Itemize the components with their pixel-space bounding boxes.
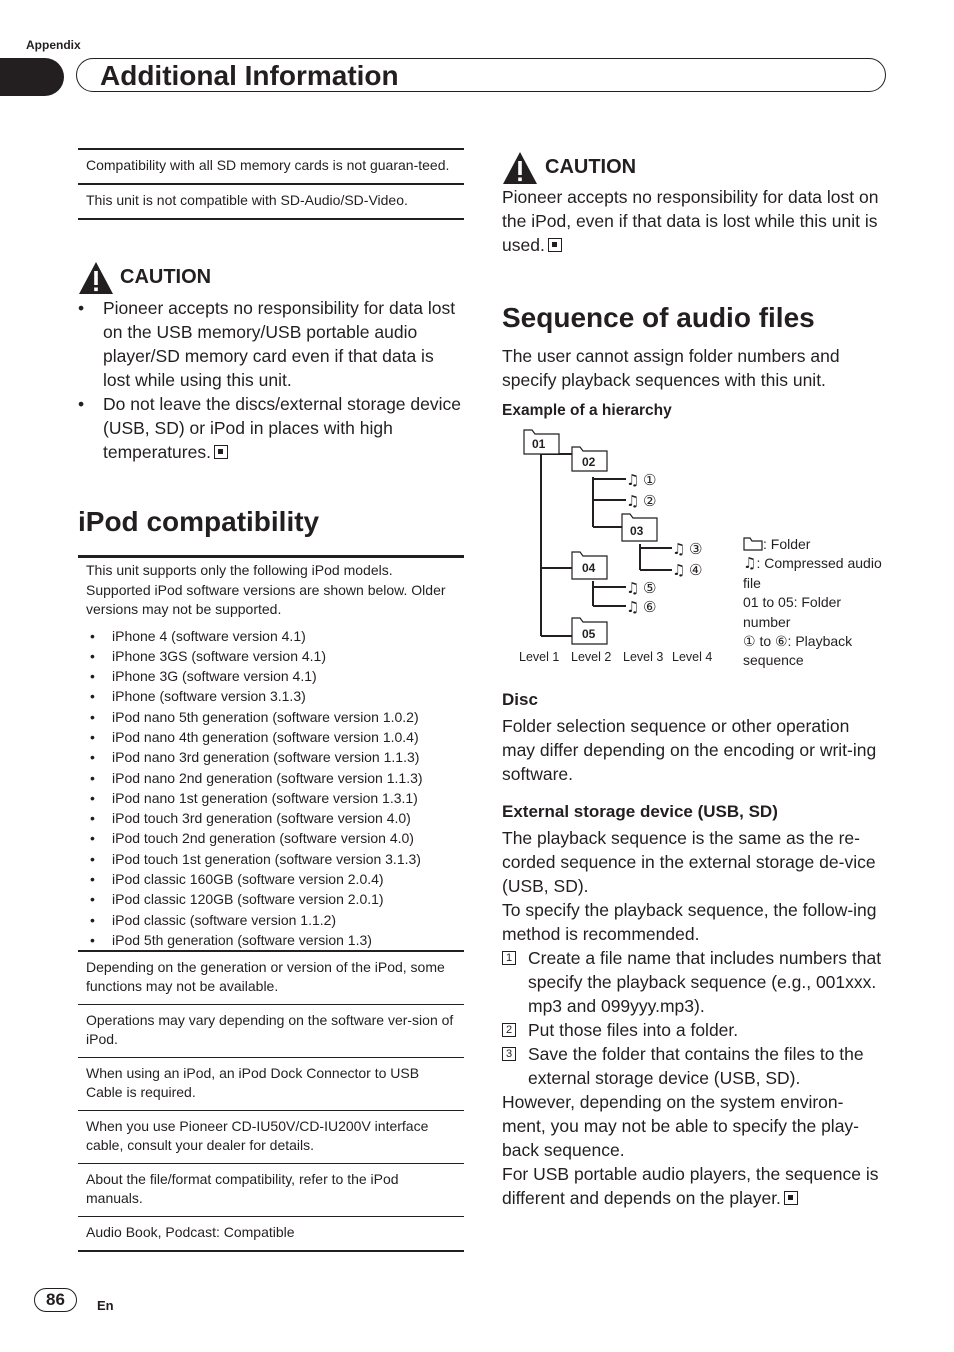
- note-row: Audio Book, Podcast: Compatible: [78, 1216, 464, 1252]
- step-number: 1: [502, 951, 516, 965]
- svg-text:①: ①: [643, 471, 657, 489]
- ipod-model-item: • iPod nano 3rd generation (software version 1.1.3): [86, 747, 456, 767]
- language-label: En: [97, 1298, 114, 1313]
- svg-text:05: 05: [582, 627, 596, 641]
- svg-text:01: 01: [532, 437, 546, 451]
- ipod-model-item: • iPhone 4 (software version 4.1): [86, 626, 456, 646]
- legend-compressed: ♫: Compressed audio file: [743, 554, 882, 591]
- svg-text:04: 04: [582, 561, 596, 575]
- ipod-model-list: [78, 626, 464, 959]
- folder-icon: [743, 536, 763, 551]
- warning-icon: [78, 261, 114, 295]
- caution-heading: CAUTION: [120, 266, 212, 288]
- ipod-model-item: • iPod classic (software version 1.1.2): [86, 910, 456, 930]
- diagram-legend: [743, 535, 883, 671]
- note-row: Operations may vary depending on the software ver-sion of iPod.: [78, 1004, 464, 1057]
- step-item: [502, 1042, 886, 1090]
- ipod-model-item: • iPod nano 1st generation (software version 1.3.1): [86, 788, 456, 808]
- caution-item: • Do not leave the discs/external storage device (USB, SD) or iPod in places with high temperatures.: [78, 392, 464, 464]
- sd-notes-table: [78, 148, 464, 220]
- level-label: Level 2: [571, 650, 612, 664]
- note-row: When using an iPod, an iPod Dock Connector to USB Cable is required.: [78, 1057, 464, 1110]
- ipod-model-item: • iPod touch 3rd generation (software version 4.0): [86, 808, 456, 828]
- legend-numbers: 01 to 05: Folder number: [743, 594, 842, 630]
- svg-text:④: ④: [689, 561, 703, 579]
- ipod-model-item: • iPod touch 2nd generation (software version 4.0): [86, 828, 456, 848]
- note-row: When you use Pioneer CD-IU50V/CD-IU200V interface cable, consult your dealer for details.: [78, 1110, 464, 1163]
- caution-item: • Pioneer accepts no responsibility for data lost on the USB memory/USB portable audio player/SD memory card even if that data is lost while using this unit.: [78, 296, 464, 392]
- legend-playback: ① to ⑥: Playback sequence: [743, 633, 853, 669]
- step-text: Save the folder that contains the files to the external storage device (USB, SD).: [528, 1044, 864, 1088]
- ipod-model-item: • iPhone (software version 3.1.3): [86, 686, 456, 706]
- ipod-model-item: • iPod touch 1st generation (software version 3.1.3): [86, 849, 456, 869]
- folder-02: [572, 447, 607, 471]
- stop-icon: [784, 1191, 798, 1205]
- caution-list: [78, 296, 464, 464]
- warning-icon: [502, 151, 538, 185]
- folder-05: [572, 618, 607, 644]
- svg-text:♫: ♫: [672, 561, 686, 579]
- ipod-model-item: • iPod nano 2nd generation (software version 1.1.3): [86, 768, 456, 788]
- level-label: Level 4: [672, 650, 713, 664]
- svg-text:03: 03: [630, 524, 644, 538]
- page-title: Additional Information: [100, 60, 399, 91]
- step-text: Put those files into a folder.: [528, 1020, 739, 1040]
- music-note-icon: ♫: [743, 554, 757, 573]
- note-row: About the file/format compatibility, refer to the iPod manuals.: [78, 1163, 464, 1216]
- svg-text:②: ②: [643, 492, 657, 510]
- legend-folder: : Folder: [743, 535, 883, 554]
- step-item: [502, 946, 886, 1018]
- paragraph: The playback sequence is the same as the re-corded sequence in the external storage de-vice (USB, SD).: [502, 828, 876, 896]
- sequence-section-title: Sequence of audio files: [502, 302, 815, 333]
- svg-text:♫: ♫: [626, 579, 640, 597]
- audio-file-2: [626, 492, 656, 510]
- level-label: Level 3: [623, 650, 664, 664]
- svg-text:02: 02: [582, 455, 596, 469]
- ipod-model-item: • iPhone 3G (software version 4.1): [86, 666, 456, 686]
- caution-heading: CAUTION: [545, 156, 637, 178]
- note-row: Compatibility with all SD memory cards is not guaran-teed.: [78, 148, 464, 183]
- stop-icon: [214, 445, 228, 459]
- stop-icon: [548, 238, 562, 252]
- svg-text:③: ③: [689, 540, 703, 558]
- hierarchy-heading: Example of a hierarchy: [502, 402, 672, 419]
- svg-text:♫: ♫: [626, 492, 640, 510]
- caution-text: Pioneer accepts no responsibility for data lost on the iPod, even if that data is lost while this unit is used.: [502, 187, 879, 255]
- ipod-notes-table: [78, 950, 464, 1252]
- svg-text:♫: ♫: [672, 540, 686, 558]
- step-item: [502, 1018, 886, 1042]
- disc-heading: Disc: [502, 690, 538, 709]
- ipod-model-item: • iPod classic 160GB (software version 2.0.4): [86, 869, 456, 889]
- external-storage-body: [502, 826, 886, 1210]
- disc-text: Folder selection sequence or other operation may differ depending on the encoding or writ-ing software.: [502, 716, 877, 784]
- external-storage-heading: External storage device (USB, SD): [502, 802, 778, 821]
- folder-03: [622, 514, 657, 541]
- ipod-section-title: iPod compatibility: [78, 506, 320, 537]
- ipod-model-item: • iPod nano 5th generation (software version 1.0.2): [86, 707, 456, 727]
- svg-text:⑥: ⑥: [643, 598, 657, 616]
- paragraph: However, depending on the system environ-ment, you may not be able to specify the play-back sequence.: [502, 1092, 859, 1160]
- ipod-model-item: • iPod 5th generation (software version 1.3): [86, 930, 456, 950]
- audio-file-3: [672, 540, 702, 558]
- paragraph: To specify the playback sequence, the follow-ing method is recommended.: [502, 900, 877, 944]
- audio-file-4: [672, 561, 702, 579]
- ipod-model-item: • iPod nano 4th generation (software version 1.0.4): [86, 727, 456, 747]
- ipod-model-item: • iPhone 3GS (software version 4.1): [86, 646, 456, 666]
- svg-text:⑤: ⑤: [643, 579, 657, 597]
- ipod-models-box: [78, 555, 464, 958]
- svg-text:♫: ♫: [626, 598, 640, 616]
- audio-file-1: [626, 471, 656, 489]
- audio-file-5: [626, 579, 656, 597]
- sequence-intro: The user cannot assign folder numbers and specify playback sequences with this unit.: [502, 346, 840, 390]
- step-text: Create a file name that includes numbers that specify the playback sequence (e.g., 001xxx. mp3 and 099yyy.mp3).: [528, 948, 882, 1016]
- audio-file-6: [626, 598, 656, 616]
- section-tab: [0, 58, 64, 96]
- ipod-model-item: • iPod classic 120GB (software version 2.0.1): [86, 889, 456, 909]
- folder-04: [572, 552, 607, 579]
- page-number: 86: [34, 1288, 77, 1312]
- folder-01: [524, 430, 559, 454]
- step-number: 2: [502, 1023, 516, 1037]
- ipod-intro: This unit supports only the following iPod models. Supported iPod software versions are shown below. Older versions may not be supported.: [86, 562, 446, 617]
- paragraph: For USB portable audio players, the sequence is different and depends on the player.: [502, 1164, 879, 1208]
- level-label: Level 1: [519, 650, 560, 664]
- svg-text:♫: ♫: [626, 471, 640, 489]
- step-number: 3: [502, 1047, 516, 1061]
- steps-list: [502, 946, 886, 1090]
- note-row: This unit is not compatible with SD-Audio/SD-Video.: [78, 183, 464, 220]
- note-row: Depending on the generation or version of the iPod, some functions may not be available.: [78, 950, 464, 1004]
- section-label: Appendix: [26, 38, 81, 52]
